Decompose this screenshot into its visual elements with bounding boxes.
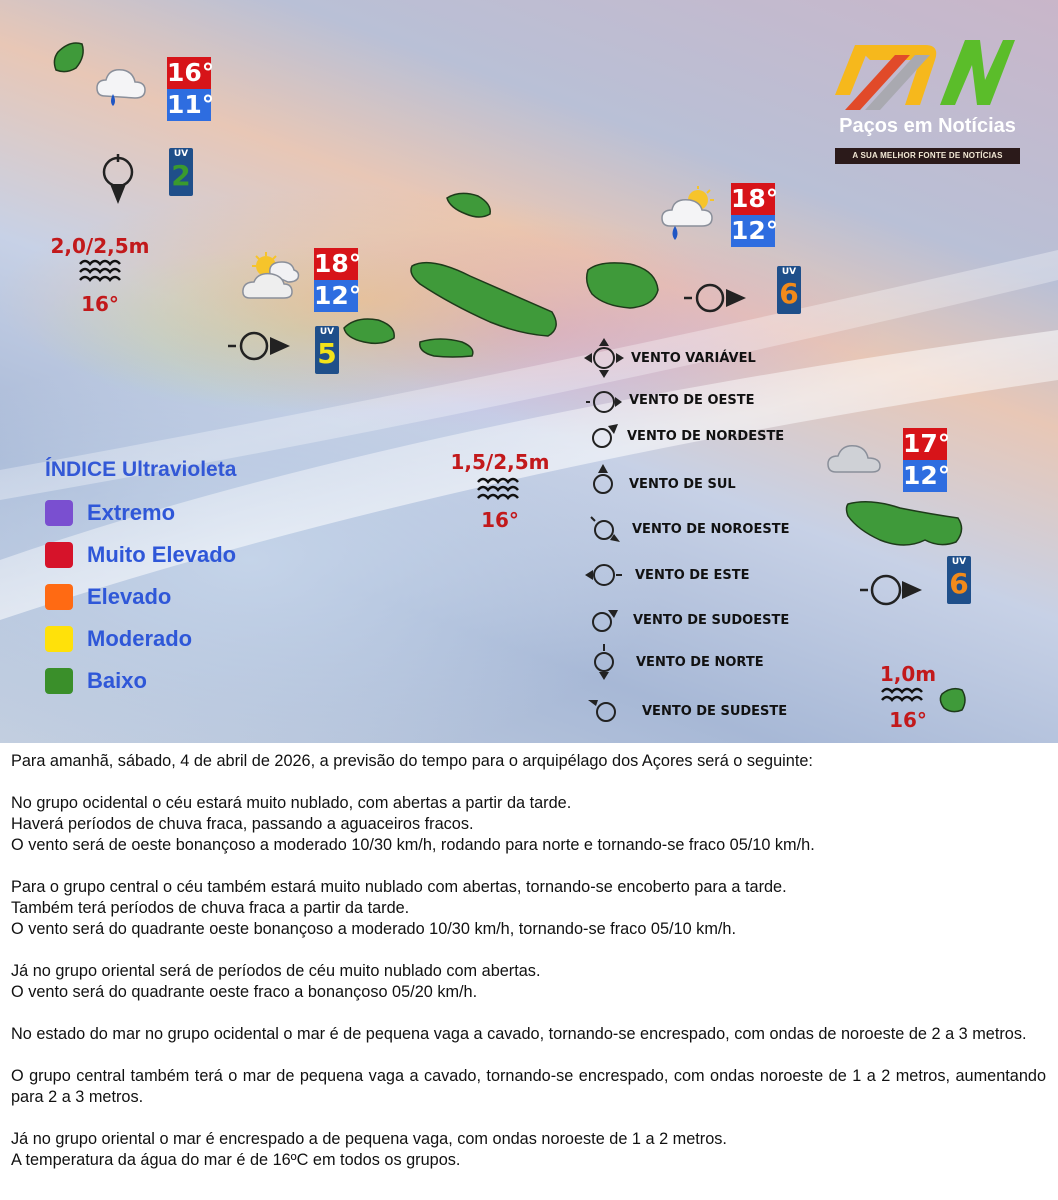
uv-value: 6 — [779, 277, 799, 310]
wind-west-icon — [860, 576, 922, 604]
uv-swatch-extremo — [45, 500, 73, 526]
wind-south-icon — [594, 464, 612, 493]
sea-oriental — [868, 662, 948, 732]
island-pico — [420, 339, 473, 357]
uv-tag: UV — [951, 557, 967, 567]
water-temp: 16° — [81, 292, 119, 316]
temp-min: 12° — [314, 281, 362, 310]
uv-legend-label: Baixo — [87, 668, 147, 693]
forecast-sea-central: O grupo central também terá o mar de pequena vaga a cavado, tornando-se encrespado, com ondas noroeste de 1 a 2 metros, aumentando para 2 a 3 metros. — [11, 1067, 1046, 1106]
temp-max: 18° — [731, 184, 779, 213]
forecast-line: Também terá períodos de chuva fraca a partir da tarde. — [11, 899, 410, 917]
wind-northwest-icon — [591, 517, 620, 542]
sea-central — [440, 450, 560, 532]
sun-cloud-rain-icon — [662, 186, 714, 240]
wind-southwest-icon — [593, 610, 618, 631]
wind-legend-label: VENTO DE NOROESTE — [632, 522, 790, 537]
uv-badge-central — [315, 326, 339, 374]
forecast-ocidental — [11, 793, 1046, 856]
wind-north-icon — [595, 644, 613, 680]
uv-legend-label: Muito Elevado — [87, 542, 237, 567]
uv-value: 6 — [949, 567, 969, 600]
forecast-line: A temperatura da água do mar é de 16ºC em todos os grupos. — [11, 1151, 461, 1169]
uv-legend-row — [45, 534, 236, 576]
uv-badge-oriental — [947, 556, 971, 604]
forecast-intro: Para amanhã, sábado, 4 de abril de 2026, a previsão do tempo para o arquipélago dos Açores será o seguinte: — [11, 752, 813, 770]
wind-west-icon — [228, 333, 290, 359]
island-sao-jorge — [411, 263, 556, 336]
wind-southeast-icon — [588, 700, 615, 721]
forecast-central — [11, 877, 1046, 940]
wind-legend-label: VENTO DE SUDOESTE — [633, 613, 790, 628]
cloud-icon — [828, 446, 880, 472]
logo-brand-text: Paços em Notícias — [839, 115, 1016, 137]
temp-min: 11° — [167, 90, 215, 119]
wind-legend-label: VENTO DE SUDESTE — [642, 704, 788, 719]
island-terceira — [587, 263, 658, 308]
wave-height: 1,0m — [879, 662, 937, 686]
temp-oriental — [903, 428, 951, 492]
wind-north-icon — [104, 154, 132, 204]
forecast-line: O vento será do quadrante oeste bonançoso a moderado 10/30 km/h, tornando-se fraco 05/10 km/h. — [11, 920, 736, 938]
uv-swatch-muito-elevado — [45, 542, 73, 568]
temp-max: 17° — [903, 429, 951, 458]
uv-badge-central-east — [777, 266, 801, 314]
wind-legend-label: VENTO DE SUL — [629, 477, 736, 492]
forecast-line: O vento será de oeste bonançoso a moderado 10/30 km/h, rodando para norte e tornando-se fraco 05/10 km/h. — [11, 836, 815, 854]
temp-ocidental — [167, 57, 215, 121]
forecast-line: Já no grupo oriental será de períodos de céu muito nublado com abertas. — [11, 962, 541, 980]
wind-legend-label: VENTO DE NORDESTE — [627, 429, 785, 444]
uv-tag: UV — [173, 149, 189, 159]
forecast-line: Já no grupo oriental o mar é encrespado a de pequena vaga, com ondas noroeste de 1 a 2 metros. — [11, 1130, 727, 1148]
uv-legend-title: ÍNDICE Ultravioleta — [45, 458, 237, 481]
logo-slogan: A SUA MELHOR FONTE DE NOTÍCIAS — [835, 148, 1020, 164]
cloud-rain-icon — [97, 70, 145, 106]
island-faial — [344, 319, 394, 343]
forecast-sea-ocidental: No estado do mar no grupo ocidental o mar é de pequena vaga a cavado, tornando-se encrespado, com ondas de noroeste de 2 a 3 metros. — [11, 1025, 1027, 1043]
forecast-line: Haverá períodos de chuva fraca, passando a aguaceiros fracos. — [11, 815, 474, 833]
uv-legend-row — [45, 492, 236, 534]
water-temp: 16° — [481, 508, 519, 532]
wave-height: 1,5/2,5m — [450, 450, 550, 474]
forecast-sea-oriental — [11, 1129, 1046, 1171]
uv-swatch-moderado — [45, 626, 73, 652]
uv-value: 5 — [317, 337, 337, 370]
wave-height: 2,0/2,5m — [50, 234, 150, 258]
temp-central — [314, 248, 362, 312]
uv-badge-ocidental — [169, 148, 193, 196]
uv-tag: UV — [781, 267, 797, 277]
uv-legend-label: Elevado — [87, 584, 172, 609]
forecast-oriental — [11, 961, 1046, 1003]
sun-cloud-icon — [243, 252, 299, 298]
wind-legend-label: VENTO VARIÁVEL — [631, 351, 756, 366]
temp-max: 16° — [167, 58, 215, 87]
uv-tag: UV — [319, 327, 335, 337]
forecast-line: O vento será do quadrante oeste fraco a bonançoso 05/20 km/h. — [11, 983, 478, 1001]
uv-legend — [45, 458, 236, 702]
uv-swatch-elevado — [45, 584, 73, 610]
temp-min: 12° — [731, 216, 779, 245]
temp-max: 18° — [314, 249, 362, 278]
forecast-line: Para o grupo central o céu também estará muito nublado com abertas, tornando-se encoberto para a tarde. — [11, 878, 787, 896]
island-sao-miguel — [847, 502, 962, 545]
uv-legend-row — [45, 618, 236, 660]
forecast-line: No grupo ocidental o céu estará muito nublado, com abertas a partir da tarde. — [11, 794, 572, 812]
forecast-text — [0, 743, 1058, 1200]
uv-legend-label: Moderado — [87, 626, 193, 651]
wind-west-icon — [684, 285, 746, 311]
wind-legend-label: VENTO DE ESTE — [635, 568, 750, 583]
wind-legend-label: VENTO DE OESTE — [629, 393, 755, 408]
logo-mark — [815, 35, 1035, 115]
sea-ocidental — [50, 234, 150, 316]
wind-east-icon — [585, 565, 622, 585]
uv-value: 2 — [171, 159, 191, 192]
uv-swatch-baixo — [45, 668, 73, 694]
uv-legend-row — [45, 576, 236, 618]
uv-legend-label: Extremo — [87, 500, 176, 525]
temp-central-east — [731, 183, 779, 247]
temp-min: 12° — [903, 461, 951, 490]
island-graciosa — [447, 193, 490, 217]
island-flores — [54, 43, 83, 72]
logo — [815, 35, 1035, 175]
uv-legend-row — [45, 660, 236, 702]
water-temp: 16° — [889, 708, 927, 732]
wind-legend-label: VENTO DE NORTE — [636, 655, 764, 670]
